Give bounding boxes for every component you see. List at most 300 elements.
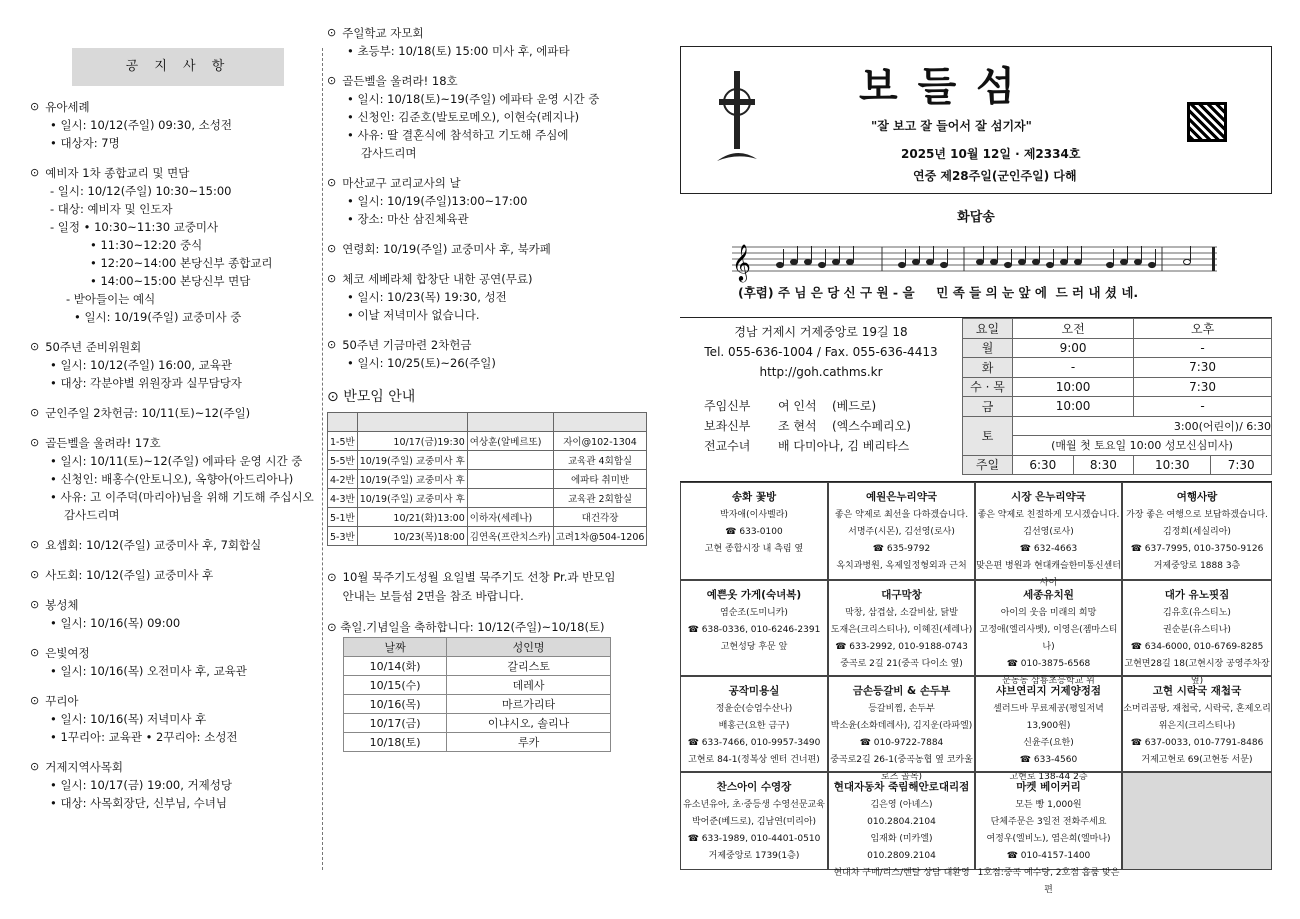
notice-column-left (30, 48, 320, 812)
right-column (680, 46, 1272, 895)
mass-cell: 10:00 (1013, 377, 1134, 397)
ad-line: 신윤주(요한) (1023, 738, 1074, 748)
bullet-icon: ⊙ (327, 338, 337, 351)
note-icon (941, 262, 948, 267)
feast-row (344, 676, 611, 695)
note-icon (1061, 259, 1068, 264)
ad-title: 대가 유노핏짐 (1164, 589, 1230, 601)
ad-line: 옥치과병원, 옥제일정형외과 근처 (836, 561, 967, 571)
ad-line: 소머리곰탕, 재첩국, 시락국, 혼제오리 (1123, 704, 1271, 714)
ad-line: ☎ 633-7466, 010-9957-3490 (687, 738, 821, 748)
mass-header-row (963, 319, 1272, 339)
notice-item (30, 98, 320, 152)
slogan: "잘 보고 잘 들어서 잘 섬기자" (871, 119, 1032, 133)
ad-line: 유소년유아, 초·중등생 수영선문교육 (683, 800, 825, 810)
feast-header-cell: 성인명 (447, 638, 611, 657)
ad-line: 거제중앙로 1739(1층) (708, 851, 800, 861)
note-icon (847, 259, 854, 264)
ban-header-row (328, 413, 647, 432)
bullet-icon: ⊙ (327, 242, 337, 255)
note-icon (819, 262, 826, 267)
notice-heading (327, 72, 622, 90)
note-icon (913, 259, 920, 264)
ad-card (975, 482, 1122, 588)
notice-item (327, 72, 622, 162)
bullet-icon: ⊙ (30, 694, 40, 707)
notice-heading (30, 434, 320, 452)
ad-title: 대구막창 (881, 589, 922, 601)
note-icon (927, 259, 934, 264)
ad-title: 시장 은누리약국 (1011, 491, 1086, 503)
notice-item (327, 240, 622, 258)
notice-detail: - 일정 • 10:30~11:30 교중미사 (50, 220, 219, 234)
notice-detail: • 11:30~12:20 중식 (90, 238, 203, 252)
bullet-icon: ⊙ (30, 646, 40, 659)
ban-cell: 고려1차@504-1206 (553, 527, 647, 546)
ad-line: 고현로 138-44 2층 (1009, 772, 1088, 782)
notice-heading (327, 336, 622, 354)
ad-card (975, 772, 1122, 895)
ban-cell: 5-5반 (328, 451, 358, 470)
ad-card (828, 482, 975, 580)
mass-sat-times: 3:00(어린이)/ 6:30 (1013, 416, 1272, 436)
ad-line: 박어준(베드로), 김남연(미리아) (691, 817, 817, 827)
ad-title: 현대자동차 죽림해안로대리점 (833, 781, 970, 793)
newsletter-title: 보들섬 (859, 63, 1035, 110)
ban-cell: 교육관 2회합실 (553, 489, 647, 508)
mass-day: 토 (963, 416, 1013, 455)
notice-heading (327, 270, 622, 288)
ban-table (327, 412, 647, 546)
feast-cell: 마르가리타 (447, 695, 611, 714)
ad-line: ☎ 010-9722-7884 (859, 738, 944, 748)
notice-detail: • 14:00~15:00 본당신부 면담 (90, 274, 251, 288)
bullet-icon: ⊙ (327, 176, 337, 189)
notice-detail: • 12:20~14:00 본당신부 종합교리 (90, 256, 273, 270)
feast-cell: 갈리스토 (447, 657, 611, 676)
ban-row (328, 432, 647, 451)
mass-cell: 10:30 (1134, 455, 1211, 475)
ban-cell: 1-5반 (328, 432, 358, 451)
bullet-icon: ⊙ (30, 760, 40, 773)
notice-heading (30, 164, 320, 182)
feast-cell: 이냐시오, 솔리나 (447, 714, 611, 733)
notice-detail: - 일시: 10/12(주일) 10:30~15:00 (50, 184, 232, 198)
ad-line: 고정애(엘리사벳), 이영은(젬마스티나) (979, 625, 1118, 652)
ad-card (975, 580, 1122, 686)
mass-cell: 7:30 (1134, 358, 1272, 378)
notice-detail: - 받아들이는 예식 (66, 292, 156, 306)
notice-heading-text: 골든벨을 울려라! 17호 (45, 436, 161, 450)
ban-cell: 김연옥(프란치스카) (467, 527, 553, 546)
clergy-cell: (베드로) (832, 399, 877, 413)
ad-line: 고현로 84-1(정복상 엔터 건너편) (688, 755, 820, 765)
notice-item (30, 434, 320, 524)
notice-heading (30, 536, 320, 554)
feast-cell: 루카 (447, 733, 611, 752)
notice-heading (30, 644, 320, 662)
notice-detail: • 일시: 10/16(목) 저녁미사 후 (50, 712, 207, 726)
ad-line: 배홍근(요한 금구) (718, 721, 790, 731)
ad-line: 막창, 삼겹살, 소갈비살, 닭발 (845, 608, 958, 618)
ad-card (1122, 482, 1272, 580)
notice-heading-text: 골든벨을 울려라! 18호 (342, 74, 458, 88)
note-icon (1047, 262, 1054, 267)
ad-title: 고현 시락국 재첩국 (1152, 685, 1242, 697)
ad-card (828, 772, 975, 878)
feast-cell: 10/17(금) (344, 714, 447, 733)
ad-title: 예쁜옷 가게(숙녀복) (706, 589, 802, 601)
ban-cell: 5-3반 (328, 527, 358, 546)
bullet-icon: ⊙ (30, 598, 40, 611)
psalm-lyrics: (후렴) 주 님 은 당 신 구 원 - 을 민 족 들 의 눈 앞 에 드 러 내 셨 네. (738, 285, 1139, 300)
notice-detail: - 대상: 예비자 및 인도자 (50, 202, 173, 216)
mass-sun-row (963, 455, 1272, 475)
notice-heading-text: 주일학교 자모회 (342, 26, 424, 40)
ban-cell: 5-1반 (328, 508, 358, 527)
notice-detail: • 초등부: 10/18(토) 15:00 미사 후, 에파타 (347, 44, 570, 58)
bullet-icon: ⊙ (30, 436, 40, 449)
note-icon (1005, 262, 1012, 267)
note-icon (1135, 259, 1142, 264)
notice-item (327, 24, 622, 60)
notice-detail: • 대상: 각분야별 위원장과 실무담당자 (50, 376, 242, 390)
clergy-cell: 전교수녀 (704, 439, 751, 453)
ad-line: 거제중앙로 1888 3층 (1153, 561, 1241, 571)
note-icon (833, 259, 840, 264)
notice-item (327, 336, 622, 372)
bullet-icon: ⊙ (327, 26, 337, 39)
ban-header-cell (553, 413, 647, 432)
ad-card (975, 676, 1122, 782)
note-icon (977, 259, 984, 264)
notice-heading-text: 사도회: 10/12(주일) 교중미사 후 (45, 568, 214, 582)
issue-date: 2025년 10월 12일 · 제2334호 (901, 147, 1081, 161)
notice-detail: • 일시: 10/11(토)~12(주일) 에파타 운영 시간 중 (50, 454, 303, 468)
notice-detail: • 일시: 10/25(토)~26(주일) (347, 356, 496, 370)
mass-cell: 6:30 (1013, 455, 1074, 475)
ban-cell: 에파타 취미반 (553, 470, 647, 489)
note-icon (1019, 259, 1026, 264)
ban-cell: 4-3반 (328, 489, 358, 508)
ad-line: 염순조(도미니카) (720, 608, 788, 618)
ad-line: ☎ 638-0336, 010-6246-2391 (687, 625, 821, 635)
notice-item (30, 566, 320, 584)
notice-detail: • 이날 저녁미사 없습니다. (347, 308, 480, 322)
ad-line: ☎ 010-4157-1400 (1006, 851, 1091, 861)
notice-detail: • 일시: 10/18(토)~19(주일) 에파타 운영 시간 중 (347, 92, 600, 106)
ad-line: 현대차 구매/리스/렌탈 상담 대환영 (833, 868, 970, 878)
mass-cell: 월 (963, 338, 1013, 358)
ad-card (680, 676, 828, 772)
ad-line: ☎ 633-2992, 010-9188-0743 (835, 642, 968, 652)
ad-line: 문동동 삼룡초등학교 위 (1002, 676, 1095, 686)
ad-card (828, 676, 975, 782)
ad-line: 고현성당 후문 앞 (720, 642, 788, 652)
bullet-icon: ⊙ (30, 340, 40, 353)
ad-card (680, 482, 828, 580)
ad-line: 고현면28길 18(고현시장 공영주차장 옆) (1124, 659, 1270, 686)
masthead (680, 46, 1272, 194)
ad-line: 중곡로2길 26-1(중곡농협 옆 코카울로즈 골목) (830, 755, 973, 782)
ban-cell: 이하자(세레나) (467, 508, 553, 527)
notice-detail: • 1꾸리아: 교육관 • 2꾸리아: 소성전 (50, 730, 238, 744)
ban-cell (467, 489, 553, 508)
ban-cell: 10/19(주일) 교중미사 후 (357, 451, 467, 470)
feast-cell: 10/14(화) (344, 657, 447, 676)
advertisements (680, 481, 1272, 895)
notice-detail: • 사유: 딸 결혼식에 참석하고 기도해 주심에 (347, 128, 569, 142)
notice-item (30, 404, 320, 422)
ad-card (1122, 580, 1272, 686)
treble-clef-icon: 𝄞 (732, 243, 751, 281)
ad-line: ☎ 633-4560 (1019, 755, 1078, 765)
ad-line: ☎ 633-1989, 010-4401-0510 (687, 834, 821, 844)
notice-heading-text: 요셉회: 10/12(주일) 교중미사 후, 7회합실 (45, 538, 262, 552)
ban-row (328, 508, 647, 527)
ad-line: ☎ 637-0033, 010-7791-8486 (1130, 738, 1264, 748)
notice-item (30, 338, 320, 392)
ban-header-cell (357, 413, 467, 432)
feast-header-row (344, 638, 611, 657)
ad-line: ☎ 633-0100 (725, 527, 783, 537)
mass-header-cell: 오후 (1134, 319, 1272, 339)
ad-line: 정윤순(승엄수산나) (715, 704, 793, 714)
ad-line: 고현 종합시장 내 측림 옆 (704, 544, 804, 554)
parish-info (680, 317, 1272, 475)
feast-row (344, 733, 611, 752)
feast-cell: 10/18(토) (344, 733, 447, 752)
ad-card (680, 580, 828, 676)
notice-heading-text: 꾸리아 (45, 694, 79, 708)
ad-line: ☎ 632-4663 (1019, 544, 1078, 554)
feast-cell: 10/15(수) (344, 676, 447, 695)
note-icon (805, 259, 812, 264)
bullet-icon: ⊙ (30, 538, 40, 551)
notice-item (30, 536, 320, 554)
mass-schedule (962, 318, 1272, 475)
ad-line: 등갈비찜, 손두부 (868, 704, 935, 714)
mass-row (963, 338, 1272, 358)
notice-heading (30, 596, 320, 614)
feast-cell: 10/16(목) (344, 695, 447, 714)
notice-heading-text: 은빛여정 (45, 646, 90, 660)
mass-cell: 7:30 (1211, 455, 1272, 475)
mass-header-cell: 오전 (1013, 319, 1134, 339)
notice-detail: • 일시: 10/12(주일) 16:00, 교육관 (50, 358, 232, 372)
bullet-icon: ⊙ (30, 166, 40, 179)
feast-cell: 데레사 (447, 676, 611, 695)
ban-row (328, 527, 647, 546)
mass-cell: 9:00 (1013, 338, 1134, 358)
ad-line: 김은영 (아녜스) (870, 800, 933, 810)
bullet-icon: ⊙ (30, 568, 40, 581)
mass-header-cell: 요일 (963, 319, 1013, 339)
notice-detail: • 일시: 10/16(목) 09:00 (50, 616, 181, 630)
notice-item (30, 596, 320, 632)
website-link[interactable]: http://goh.cathms.kr (759, 365, 883, 379)
psalm-title: 화답송 (957, 210, 995, 225)
ban-header-cell (328, 413, 358, 432)
clergy-cell: 주임신부 (704, 399, 751, 413)
ban-cell: 자이@102-1304 (553, 432, 647, 451)
clergy-cell: (엑스수페리오) (832, 419, 911, 433)
notice-detail: • 일시: 10/17(금) 19:00, 거제성당 (50, 778, 232, 792)
notice-heading (30, 692, 320, 710)
notice-item (30, 692, 320, 746)
ban-cell (467, 470, 553, 489)
ban-cell (467, 451, 553, 470)
notice-heading-text: 예비자 1차 종합교리 및 면담 (45, 166, 190, 180)
parish-contact (680, 318, 962, 475)
notice-heading (327, 174, 622, 192)
ad-title: 금손등갈비 & 손두부 (852, 685, 951, 697)
ad-line: 중곡로 2길 21(중곡 다이소 옆) (840, 659, 963, 669)
ad-line: 박소윤(소화데레사), 김지운(라파엘) (830, 721, 973, 731)
ad-line: 임재화 (미카엘) (870, 834, 933, 844)
ban-cell: 여상훈(알베르또) (467, 432, 553, 451)
ban-cell: 교육관 4회합실 (553, 451, 647, 470)
mass-cell: - (1134, 397, 1272, 417)
ban-cell: 10/19(주일) 교중미사 후 (357, 489, 467, 508)
ad-title: 예원은누리약국 (865, 491, 937, 503)
notice-item (327, 174, 622, 228)
mass-cell: 수 · 목 (963, 377, 1013, 397)
notice-heading-text: 마산교구 교리교사의 날 (342, 176, 461, 190)
ban-row (328, 470, 647, 489)
mass-cell: 10:00 (1013, 397, 1134, 417)
rosary-notice: ⊙ 10월 묵주기도성월 요일별 묵주기도 선창 Pr.과 반모임 안내는 보들섬 2면을 참조 바랍니다. (327, 570, 616, 603)
music-staff (732, 241, 1217, 281)
clergy-cell: 조 현석 (778, 419, 817, 433)
ad-card (1122, 676, 1272, 772)
note-icon (1149, 262, 1156, 267)
note-icon (1033, 259, 1040, 264)
ad-line: 가장 좋은 여행으로 보답하겠습니다. (1126, 510, 1268, 520)
ad-line: 거제고현로 69(고현동 서문) (1141, 755, 1253, 765)
ban-title: ⊙ 반모임 안내 (327, 389, 416, 405)
ad-line: 아이의 웃음 미래의 희망 (1000, 608, 1097, 618)
notice-detail: • 일시: 10/12(주일) 09:30, 소성전 (50, 118, 232, 132)
mass-cell: - (1134, 338, 1272, 358)
mass-sat-row (963, 416, 1272, 436)
ban-cell: 10/23(목)18:00 (357, 527, 467, 546)
feast-header-cell: 날짜 (344, 638, 447, 657)
ban-cell: 10/17(금)19:30 (357, 432, 467, 451)
ad-line: 김유호(유스티노) (1163, 608, 1231, 618)
clergy-cell: 보좌신부 (704, 419, 751, 433)
note-icon (1121, 259, 1128, 264)
ad-title: 세종유치원 (1023, 589, 1074, 601)
address: 경남 거제시 거제중앙로 19길 18 (734, 325, 908, 339)
ad-title: 공작미용실 (728, 685, 780, 697)
note-icon (991, 259, 998, 264)
ad-line: 단체주문은 3일전 전화주세요 (990, 817, 1107, 827)
notice-item (30, 164, 320, 326)
notice-detail: 감사드리며 (361, 146, 417, 160)
mass-sat-note: (매월 첫 토요일 10:00 성모신심미사) (1013, 436, 1272, 456)
notice-detail: • 대상: 사목회장단, 신부님, 수녀님 (50, 796, 228, 810)
ad-line: ☎ 010-3875-6568 (1006, 659, 1091, 669)
ad-title: 찬스아이 수영장 (716, 781, 792, 793)
mass-day: 주일 (963, 455, 1013, 475)
notice-detail: • 일시: 10/19(주일)13:00~17:00 (347, 194, 528, 208)
ad-line: 010.2804.2104 (867, 817, 936, 827)
ad-line: ☎ 634-6000, 010-6769-8285 (1130, 642, 1264, 652)
ad-line: 박자애(이사벨라) (720, 510, 788, 520)
ad-title: 마켓 베이커리 (1016, 781, 1081, 793)
ad-card (1122, 772, 1272, 870)
ban-cell: 대건각장 (553, 508, 647, 527)
notice-item (30, 758, 320, 812)
mass-cell: 8:30 (1073, 455, 1134, 475)
notice-heading (30, 758, 320, 776)
notice-item (30, 644, 320, 680)
ad-line: 위은지(크리스티나) (1158, 721, 1236, 731)
feast-row (344, 695, 611, 714)
notice-heading (30, 404, 320, 422)
note-icon (1107, 262, 1114, 267)
ad-line: 서명주(시몬), 김선영(로사) (848, 527, 955, 537)
bullet-icon: ⊙ (30, 100, 40, 113)
mass-cell: 금 (963, 397, 1013, 417)
final-bar (1212, 247, 1215, 271)
notice-heading-text: 50주년 기금마련 2차헌금 (342, 338, 472, 352)
bullet-icon: ⊙ (327, 74, 337, 87)
note-icon (1184, 259, 1191, 264)
feast-row (344, 714, 611, 733)
notice-heading-text: 체코 세베라체 합창단 내한 공연(무료) (342, 272, 533, 286)
notice-detail: • 장소: 마산 삼진체육관 (347, 212, 469, 226)
feast-row (344, 657, 611, 676)
clergy-cell: 여 인석 (778, 399, 817, 413)
notice-list-left (30, 98, 320, 812)
notice-heading-text: 연령회: 10/19(주일) 교중미사 후, 북카페 (342, 242, 551, 256)
notice-heading-text: 유아세례 (45, 100, 90, 114)
notice-list-mid (327, 24, 622, 372)
bullet-icon: ⊙ (327, 272, 337, 285)
feast-title: ⊙ 축일.기념일을 축하합니다: 10/12(주일)~10/18(토) (327, 620, 605, 634)
mass-cell: 화 (963, 358, 1013, 378)
notice-heading (30, 98, 320, 116)
notice-heading-text: 50주년 준비위원회 (45, 340, 142, 354)
qr-code-icon[interactable] (1187, 102, 1227, 142)
ad-line: 맞은편 병원과 현대캐슬한미통신센터 사이 (976, 561, 1121, 588)
notice-detail: • 일시: 10/19(주일) 교중미사 중 (74, 310, 242, 324)
ban-row (328, 451, 647, 470)
ban-row (328, 489, 647, 508)
ban-cell: 10/19(주일) 교중미사 후 (357, 470, 467, 489)
notice-detail: 감사드리며 (64, 508, 120, 522)
ad-line: 좋은 약제로 최선을 다하겠습니다. (834, 510, 969, 520)
notice-item (327, 270, 622, 324)
clergy-list (704, 396, 962, 456)
notice-heading (30, 566, 320, 584)
notice-title: 공 지 사 항 (72, 48, 284, 86)
mass-row (963, 377, 1272, 397)
ad-line: 모든 빵 1,000원 (1015, 800, 1082, 810)
note-icon (791, 259, 798, 264)
feast-table (343, 637, 611, 752)
psalm-score (680, 231, 1272, 300)
ad-line: 김정희(세실리아) (1163, 527, 1231, 537)
mass-cell: 7:30 (1134, 377, 1272, 397)
ad-line: ☎ 637-7995, 010-3750-9126 (1130, 544, 1264, 554)
notice-heading-text: 거제지역사목회 (45, 760, 123, 774)
bullet-icon: ⊙ (30, 406, 40, 419)
notice-heading-text: 봉성체 (45, 598, 79, 612)
note-icon (777, 262, 784, 267)
